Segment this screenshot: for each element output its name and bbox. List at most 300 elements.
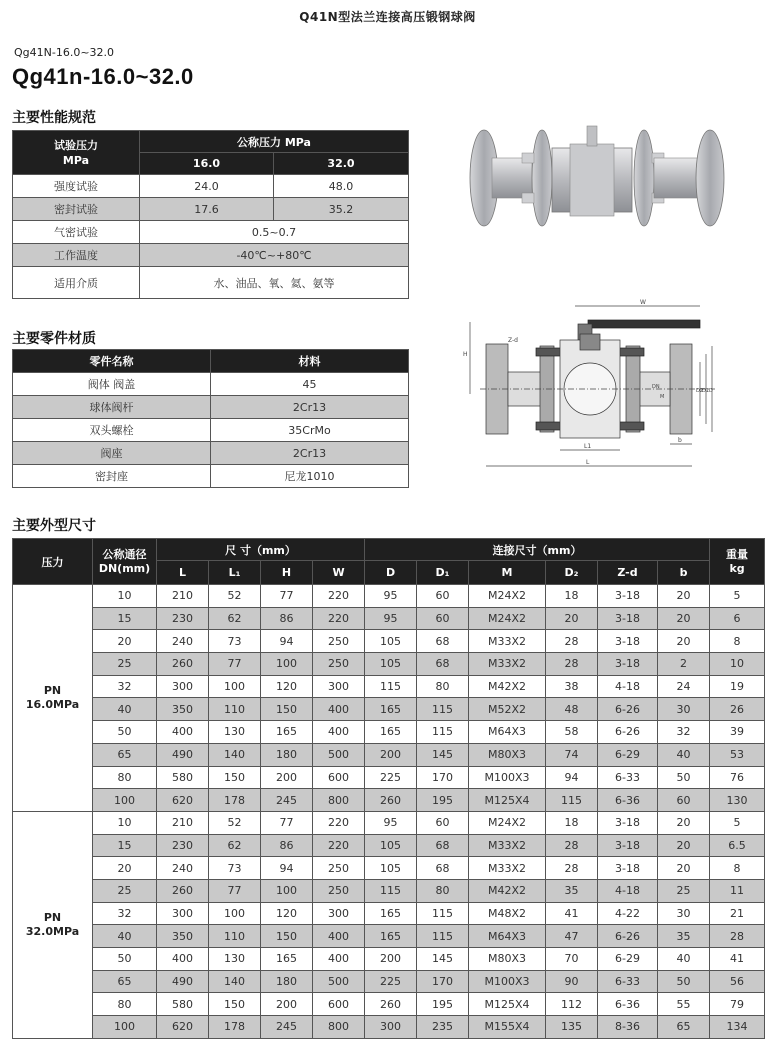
dimension-cell: 8 bbox=[710, 630, 765, 653]
dimension-cell: 76 bbox=[710, 766, 765, 789]
pressure-label-line2: 32.0MPa bbox=[25, 924, 80, 938]
dimension-cell: 6.5 bbox=[710, 834, 765, 857]
pressure-group-label bbox=[13, 585, 93, 812]
performance-heading: 主要性能规范 bbox=[12, 110, 96, 126]
dimension-cell: 28 bbox=[546, 630, 598, 653]
dimension-cell: 800 bbox=[313, 789, 365, 812]
table-row bbox=[13, 419, 409, 442]
table-row bbox=[13, 834, 765, 857]
dimension-cell: 100 bbox=[209, 902, 261, 925]
dimension-cell: 40 bbox=[658, 743, 710, 766]
dimension-cell: 225 bbox=[365, 766, 417, 789]
dimension-cell: 165 bbox=[365, 925, 417, 948]
table-row bbox=[13, 465, 409, 488]
dimension-cell: 60 bbox=[417, 585, 469, 608]
dimension-cell: 245 bbox=[261, 789, 313, 812]
dimension-cell: 77 bbox=[261, 811, 313, 834]
dimension-cell: 58 bbox=[546, 721, 598, 744]
dimension-cell: 80 bbox=[417, 879, 469, 902]
dimension-cell: 2 bbox=[658, 653, 710, 676]
dimension-cell: 6-26 bbox=[598, 721, 658, 744]
dimension-cell: 94 bbox=[261, 857, 313, 880]
dimension-cell: 6-29 bbox=[598, 743, 658, 766]
dimension-cell: M64X3 bbox=[469, 925, 546, 948]
dimension-cell: 30 bbox=[658, 902, 710, 925]
dimension-cell: M33X2 bbox=[469, 834, 546, 857]
dimension-cell: 300 bbox=[157, 902, 209, 925]
dimension-cell: 100 bbox=[261, 653, 313, 676]
dimension-cell: 620 bbox=[157, 1016, 209, 1039]
dimension-cell: 68 bbox=[417, 653, 469, 676]
dimension-cell: 70 bbox=[546, 948, 598, 971]
dimension-cell: 105 bbox=[365, 834, 417, 857]
dimension-cell: 130 bbox=[209, 948, 261, 971]
table-row bbox=[13, 267, 409, 299]
dimension-cell: 77 bbox=[209, 879, 261, 902]
material-value: 35CrMo bbox=[211, 419, 409, 442]
dimension-cell: 73 bbox=[209, 630, 261, 653]
pressure-label-line2: 16.0MPa bbox=[25, 697, 80, 711]
dimension-cell: 195 bbox=[417, 993, 469, 1016]
part-name: 阀体 阀盖 bbox=[13, 373, 211, 396]
dimension-cell: 52 bbox=[209, 585, 261, 608]
dimension-cell: 3-18 bbox=[598, 834, 658, 857]
dim-label-L: L bbox=[586, 459, 590, 466]
dimension-cell: 47 bbox=[546, 925, 598, 948]
dimension-cell: 400 bbox=[157, 721, 209, 744]
dimension-cell: 400 bbox=[313, 948, 365, 971]
table-row bbox=[13, 221, 409, 244]
dn-cell: 80 bbox=[93, 766, 157, 789]
dimension-cell: 41 bbox=[546, 902, 598, 925]
dimension-cell: 6 bbox=[710, 607, 765, 630]
table-row bbox=[13, 789, 765, 812]
dimension-cell: 150 bbox=[261, 698, 313, 721]
col-L1-header: L₁ bbox=[209, 561, 261, 585]
dimension-cell: 620 bbox=[157, 789, 209, 812]
dimension-cell: 6-36 bbox=[598, 993, 658, 1016]
dimension-cell: 73 bbox=[209, 857, 261, 880]
dimension-cell: 60 bbox=[658, 789, 710, 812]
material-header: 材料 bbox=[211, 350, 409, 373]
dimension-cell: 18 bbox=[546, 811, 598, 834]
pressure-label-line1: PN bbox=[43, 910, 62, 924]
dimension-cell: 110 bbox=[209, 925, 261, 948]
col-Zd-header: Z-d bbox=[598, 561, 658, 585]
dimension-cell: 5 bbox=[710, 585, 765, 608]
dimension-cell: M100X3 bbox=[469, 766, 546, 789]
dimension-cell: 30 bbox=[658, 698, 710, 721]
dimension-cell: 134 bbox=[710, 1016, 765, 1039]
table-row bbox=[13, 743, 765, 766]
cell-value: 水、油品、氧、氦、氨等 bbox=[140, 267, 409, 299]
dimension-cell: 200 bbox=[365, 948, 417, 971]
dimension-cell: 490 bbox=[157, 743, 209, 766]
dimensions-table bbox=[12, 538, 765, 1039]
dimension-cell: 86 bbox=[261, 834, 313, 857]
weight-header-label: 重量 bbox=[726, 547, 749, 561]
test-pressure-label: 试验压力 bbox=[54, 138, 98, 152]
dimension-cell: 50 bbox=[658, 970, 710, 993]
col-D-header: D bbox=[365, 561, 417, 585]
dimension-cell: 180 bbox=[261, 743, 313, 766]
dimension-cell: M100X3 bbox=[469, 970, 546, 993]
dimension-cell: 400 bbox=[313, 698, 365, 721]
dimension-cell: 400 bbox=[157, 948, 209, 971]
dimension-cell: 100 bbox=[261, 879, 313, 902]
nominal-32-header: 32.0 bbox=[274, 153, 409, 175]
dimension-cell: 21 bbox=[710, 902, 765, 925]
test-pressure-header bbox=[13, 131, 140, 175]
dimension-cell: 20 bbox=[658, 585, 710, 608]
dimension-cell: 580 bbox=[157, 993, 209, 1016]
table-row bbox=[13, 811, 765, 834]
dimension-cell: 250 bbox=[313, 630, 365, 653]
dimension-cell: 60 bbox=[417, 607, 469, 630]
ball-valve-photo bbox=[462, 118, 737, 238]
part-name: 球体阀杆 bbox=[13, 396, 211, 419]
table-row bbox=[13, 857, 765, 880]
dimension-cell: 65 bbox=[658, 1016, 710, 1039]
table-row bbox=[13, 373, 409, 396]
dn-cell: 100 bbox=[93, 1016, 157, 1039]
dimension-cell: M80X3 bbox=[469, 948, 546, 971]
dimension-cell: 178 bbox=[209, 789, 261, 812]
dimension-cell: 240 bbox=[157, 857, 209, 880]
table-row bbox=[13, 244, 409, 267]
dimension-cell: 26 bbox=[710, 698, 765, 721]
col-D2-header: D₂ bbox=[546, 561, 598, 585]
dn-cell: 15 bbox=[93, 607, 157, 630]
dimension-cell: 68 bbox=[417, 630, 469, 653]
row-label: 强度试验 bbox=[13, 175, 140, 198]
dimension-cell: 140 bbox=[209, 743, 261, 766]
dimension-cell: 20 bbox=[658, 857, 710, 880]
dimension-cell: 180 bbox=[261, 970, 313, 993]
material-value: 45 bbox=[211, 373, 409, 396]
material-value: 2Cr13 bbox=[211, 396, 409, 419]
dimension-cell: 8 bbox=[710, 857, 765, 880]
dimension-cell: 500 bbox=[313, 970, 365, 993]
dn-header-unit: DN(mm) bbox=[98, 561, 151, 575]
dimension-cell: 62 bbox=[209, 607, 261, 630]
dimension-cell: 32 bbox=[658, 721, 710, 744]
col-L-header: L bbox=[157, 561, 209, 585]
dimension-cell: 94 bbox=[546, 766, 598, 789]
dn-cell: 25 bbox=[93, 653, 157, 676]
dimension-cell: M48X2 bbox=[469, 902, 546, 925]
dimension-cell: 8-36 bbox=[598, 1016, 658, 1039]
dimension-cell: 150 bbox=[261, 925, 313, 948]
dimension-cell: 52 bbox=[209, 811, 261, 834]
part-name: 阀座 bbox=[13, 442, 211, 465]
dimension-cell: 6-33 bbox=[598, 970, 658, 993]
table-row bbox=[13, 175, 409, 198]
table-row bbox=[13, 1016, 765, 1039]
col-M-header: M bbox=[469, 561, 546, 585]
dimension-cell: 220 bbox=[313, 834, 365, 857]
dim-label-W: W bbox=[640, 299, 646, 306]
dimension-cell: M42X2 bbox=[469, 675, 546, 698]
dimension-cell: 11 bbox=[710, 879, 765, 902]
table-row bbox=[13, 879, 765, 902]
dimension-cell: 18 bbox=[546, 585, 598, 608]
dimension-cell: 350 bbox=[157, 698, 209, 721]
dimension-cell: 165 bbox=[365, 721, 417, 744]
dimension-cell: 200 bbox=[261, 993, 313, 1016]
dimension-cell: 120 bbox=[261, 902, 313, 925]
dimension-cell: 225 bbox=[365, 970, 417, 993]
dimension-cell: 6-33 bbox=[598, 766, 658, 789]
dimension-cell: 50 bbox=[658, 766, 710, 789]
dimension-cell: 95 bbox=[365, 607, 417, 630]
dimension-cell: M125X4 bbox=[469, 789, 546, 812]
col-D1-header: D₁ bbox=[417, 561, 469, 585]
dimension-cell: 105 bbox=[365, 653, 417, 676]
dimension-cell: 105 bbox=[365, 857, 417, 880]
dimension-cell: 115 bbox=[417, 925, 469, 948]
dimension-cell: 220 bbox=[313, 811, 365, 834]
row-label: 适用介质 bbox=[13, 267, 140, 299]
dimension-cell: 105 bbox=[365, 630, 417, 653]
dn-cell: 20 bbox=[93, 630, 157, 653]
dn-cell: 25 bbox=[93, 879, 157, 902]
dn-cell: 10 bbox=[93, 585, 157, 608]
cell-value: 48.0 bbox=[274, 175, 409, 198]
valve-technical-drawing bbox=[460, 294, 740, 474]
col-b-header: b bbox=[658, 561, 710, 585]
dn-cell: 10 bbox=[93, 811, 157, 834]
dimension-cell: 200 bbox=[261, 766, 313, 789]
part-name: 双头螺栓 bbox=[13, 419, 211, 442]
col-H-header: H bbox=[261, 561, 313, 585]
dim-label-D2: D2 bbox=[696, 388, 704, 394]
weight-header-unit: kg bbox=[729, 561, 745, 575]
dimension-cell: 235 bbox=[417, 1016, 469, 1039]
dimension-cell: 600 bbox=[313, 766, 365, 789]
dim-label-D: D bbox=[709, 388, 713, 394]
dimension-cell: M155X4 bbox=[469, 1016, 546, 1039]
dimension-cell: 68 bbox=[417, 834, 469, 857]
dimension-cell: 260 bbox=[157, 653, 209, 676]
dimension-cell: 74 bbox=[546, 743, 598, 766]
dimension-cell: M80X3 bbox=[469, 743, 546, 766]
table-row bbox=[13, 902, 765, 925]
dimension-cell: 150 bbox=[209, 766, 261, 789]
dimension-cell: 19 bbox=[710, 675, 765, 698]
dimension-cell: 90 bbox=[546, 970, 598, 993]
dimension-cell: 210 bbox=[157, 585, 209, 608]
dimension-cell: 245 bbox=[261, 1016, 313, 1039]
dimension-cell: 3-18 bbox=[598, 857, 658, 880]
dimension-cell: 95 bbox=[365, 811, 417, 834]
dn-cell: 80 bbox=[93, 993, 157, 1016]
dimension-cell: 240 bbox=[157, 630, 209, 653]
dim-label-M: M bbox=[660, 394, 665, 400]
dimension-cell: 28 bbox=[546, 653, 598, 676]
materials-table bbox=[12, 349, 409, 488]
dimension-cell: 94 bbox=[261, 630, 313, 653]
dimension-cell: 600 bbox=[313, 993, 365, 1016]
connection-size-header: 连接尺寸（mm） bbox=[365, 539, 710, 561]
dimension-cell: 115 bbox=[417, 721, 469, 744]
dimension-cell: 6-36 bbox=[598, 789, 658, 812]
dimension-cell: 41 bbox=[710, 948, 765, 971]
dimension-cell: 77 bbox=[209, 653, 261, 676]
dn-cell: 65 bbox=[93, 743, 157, 766]
dimension-cell: 260 bbox=[365, 993, 417, 1016]
dimension-cell: 220 bbox=[313, 585, 365, 608]
dimension-cell: 400 bbox=[313, 721, 365, 744]
dimension-cell: 28 bbox=[710, 925, 765, 948]
dimension-cell: 3-18 bbox=[598, 630, 658, 653]
table-row bbox=[13, 442, 409, 465]
dimension-cell: 115 bbox=[417, 902, 469, 925]
dimension-cell: 300 bbox=[365, 1016, 417, 1039]
table-row bbox=[13, 607, 765, 630]
dimension-cell: M52X2 bbox=[469, 698, 546, 721]
pressure-group-label bbox=[13, 811, 93, 1038]
dn-cell: 65 bbox=[93, 970, 157, 993]
dn-cell: 15 bbox=[93, 834, 157, 857]
part-name: 密封座 bbox=[13, 465, 211, 488]
material-value: 2Cr13 bbox=[211, 442, 409, 465]
cell-value: 35.2 bbox=[274, 198, 409, 221]
dimension-cell: 145 bbox=[417, 743, 469, 766]
model-code-small: Qg41N-16.0~32.0 bbox=[14, 46, 115, 59]
dimension-cell: 135 bbox=[546, 1016, 598, 1039]
nominal-pressure-header: 公称压力 MPa bbox=[140, 131, 409, 153]
dimension-cell: 35 bbox=[658, 925, 710, 948]
dimension-cell: 165 bbox=[365, 902, 417, 925]
dimension-cell: M125X4 bbox=[469, 993, 546, 1016]
dimension-cell: M33X2 bbox=[469, 653, 546, 676]
dimension-cell: 95 bbox=[365, 585, 417, 608]
dim-label-D1: D1 bbox=[702, 388, 710, 394]
dimension-cell: 115 bbox=[417, 698, 469, 721]
dn-cell: 32 bbox=[93, 902, 157, 925]
dimension-cell: 39 bbox=[710, 721, 765, 744]
dimension-cell: M42X2 bbox=[469, 879, 546, 902]
dimension-cell: 62 bbox=[209, 834, 261, 857]
document-title: Q41N型法兰连接高压锻钢球阀 bbox=[299, 10, 476, 24]
cell-value: 0.5~0.7 bbox=[140, 221, 409, 244]
table-row bbox=[13, 698, 765, 721]
dimension-cell: 28 bbox=[546, 834, 598, 857]
table-row bbox=[13, 766, 765, 789]
dimension-cell: 230 bbox=[157, 607, 209, 630]
dimension-cell: 68 bbox=[417, 857, 469, 880]
dimension-cell: 79 bbox=[710, 993, 765, 1016]
dimension-cell: M64X3 bbox=[469, 721, 546, 744]
dn-header-label: 公称通径 bbox=[102, 547, 147, 561]
dimension-cell: 40 bbox=[658, 948, 710, 971]
dimension-cell: 3-18 bbox=[598, 607, 658, 630]
dim-label-Zd: Z-d bbox=[508, 337, 518, 344]
dimension-cell: 20 bbox=[658, 811, 710, 834]
dimension-cell: 20 bbox=[658, 834, 710, 857]
dimension-cell: 3-18 bbox=[598, 585, 658, 608]
dimension-cell: 170 bbox=[417, 970, 469, 993]
dim-label-H: H bbox=[463, 351, 468, 358]
dimension-cell: 25 bbox=[658, 879, 710, 902]
dn-cell: 100 bbox=[93, 789, 157, 812]
dimension-cell: M24X2 bbox=[469, 811, 546, 834]
materials-heading: 主要零件材质 bbox=[12, 331, 96, 347]
dimension-cell: 300 bbox=[313, 902, 365, 925]
model-code-large: Qg41n-16.0~32.0 bbox=[12, 64, 194, 89]
table-row bbox=[13, 653, 765, 676]
dimension-cell: 120 bbox=[261, 675, 313, 698]
cell-value: 24.0 bbox=[140, 175, 274, 198]
dn-cell: 40 bbox=[93, 698, 157, 721]
dimensions-heading: 主要外型尺寸 bbox=[12, 518, 96, 534]
table-row bbox=[13, 970, 765, 993]
dimension-cell: 115 bbox=[365, 879, 417, 902]
dimension-cell: 800 bbox=[313, 1016, 365, 1039]
dimension-cell: 35 bbox=[546, 879, 598, 902]
part-name-header: 零件名称 bbox=[13, 350, 211, 373]
dimension-cell: 6-26 bbox=[598, 698, 658, 721]
pressure-header: 压力 bbox=[13, 539, 93, 585]
nominal-16-header: 16.0 bbox=[140, 153, 274, 175]
table-row bbox=[13, 198, 409, 221]
dimension-cell: 20 bbox=[658, 630, 710, 653]
dimension-cell: 77 bbox=[261, 585, 313, 608]
dimension-cell: 100 bbox=[209, 675, 261, 698]
table-row bbox=[13, 993, 765, 1016]
table-row bbox=[13, 630, 765, 653]
dimension-cell: 28 bbox=[546, 857, 598, 880]
dimension-cell: 140 bbox=[209, 970, 261, 993]
dimension-cell: 60 bbox=[417, 811, 469, 834]
dimension-cell: 260 bbox=[365, 789, 417, 812]
dimension-cell: 80 bbox=[417, 675, 469, 698]
dimension-cell: 165 bbox=[261, 948, 313, 971]
dimension-cell: 3-18 bbox=[598, 811, 658, 834]
dimension-cell: 165 bbox=[261, 721, 313, 744]
dimension-cell: 260 bbox=[157, 879, 209, 902]
dimension-cell: 4-18 bbox=[598, 675, 658, 698]
dimension-cell: 250 bbox=[313, 857, 365, 880]
table-row bbox=[13, 585, 765, 608]
dimension-cell: M24X2 bbox=[469, 607, 546, 630]
dimension-cell: 115 bbox=[546, 789, 598, 812]
dimension-cell: 145 bbox=[417, 948, 469, 971]
pressure-label-line1: PN bbox=[43, 683, 62, 697]
table-row bbox=[13, 721, 765, 744]
dimension-cell: M24X2 bbox=[469, 585, 546, 608]
size-header: 尺 寸（mm） bbox=[157, 539, 365, 561]
dimension-cell: 55 bbox=[658, 993, 710, 1016]
dimension-cell: 210 bbox=[157, 811, 209, 834]
dimension-cell: 170 bbox=[417, 766, 469, 789]
dimension-cell: 56 bbox=[710, 970, 765, 993]
col-W-header: W bbox=[313, 561, 365, 585]
dim-label-b: b bbox=[678, 437, 682, 444]
dn-cell: 40 bbox=[93, 925, 157, 948]
dimension-cell: 300 bbox=[157, 675, 209, 698]
dimension-cell: 150 bbox=[209, 993, 261, 1016]
table-row bbox=[13, 948, 765, 971]
dimension-cell: 112 bbox=[546, 993, 598, 1016]
dimension-cell: 178 bbox=[209, 1016, 261, 1039]
dimension-cell: 3-18 bbox=[598, 653, 658, 676]
dimension-cell: 6-26 bbox=[598, 925, 658, 948]
dimension-cell: 350 bbox=[157, 925, 209, 948]
dimension-cell: 24 bbox=[658, 675, 710, 698]
test-pressure-unit: MPa bbox=[62, 153, 90, 167]
